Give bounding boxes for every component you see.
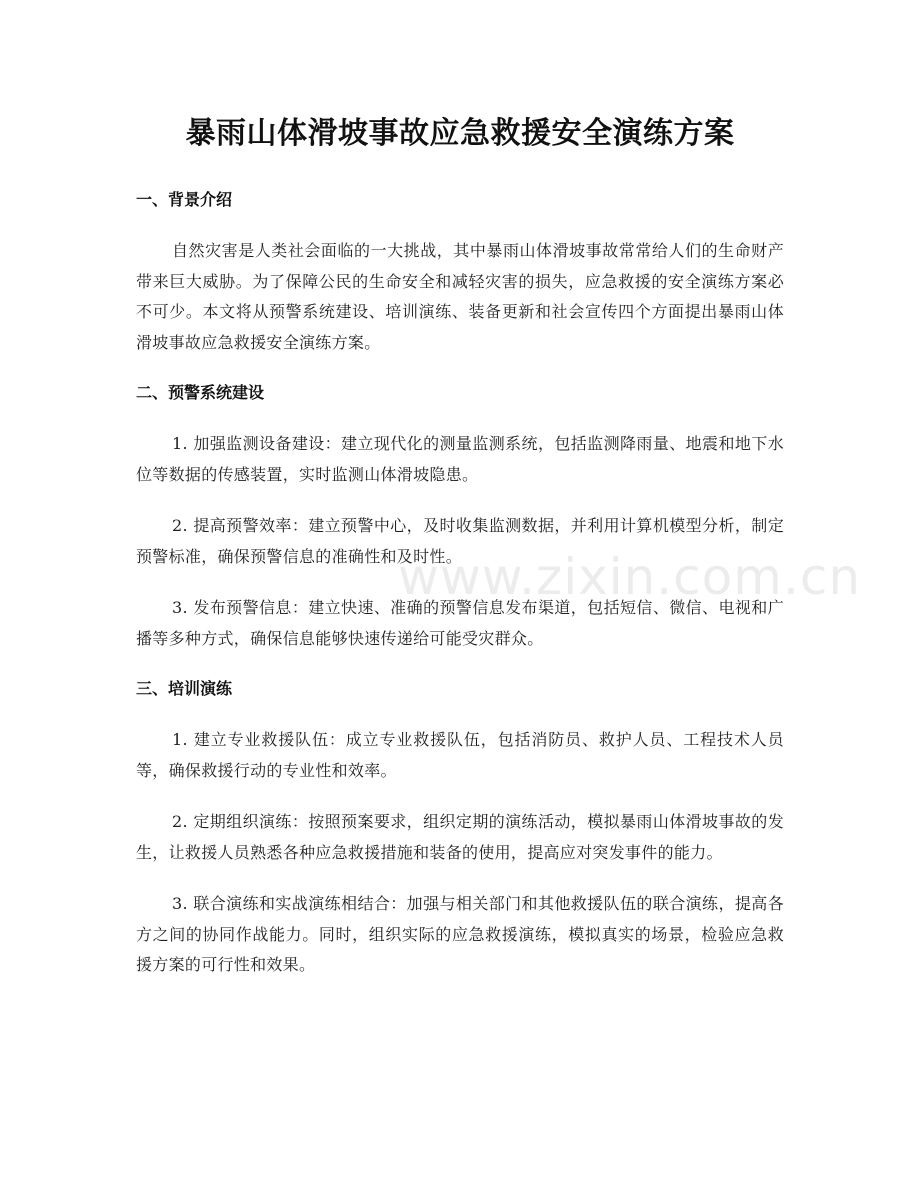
list-item: 3. 发布预警信息：建立快速、准确的预警信息发布渠道，包括短信、微信、电视和广播等多种方式，确保信息能够快速传递给可能受灾群众。 (136, 598, 784, 648)
list-item: 2. 提高预警效率：建立预警中心，及时收集监测数据，并利用计算机模型分析，制定预警标准，确保预警信息的准确性和及时性。 (136, 516, 784, 566)
section-background (136, 186, 784, 358)
list-item: 1. 加强监测设备建设：建立现代化的测量监测系统，包括监测降雨量、地震和地下水位等数据的传感装置，实时监测山体滑坡隐患。 (136, 434, 784, 484)
list-item: 2. 定期组织演练：按照预案要求，组织定期的演练活动，模拟暴雨山体滑坡事故的发生，让救援人员熟悉各种应急救援措施和装备的使用，提高应对突发事件的能力。 (136, 812, 784, 862)
watermark: www.zixin.com.cn (398, 548, 862, 606)
section-heading: 三、培训演练 (136, 679, 233, 698)
section-heading: 二、预警系统建设 (136, 383, 265, 402)
section-heading: 一、背景介绍 (136, 190, 233, 209)
list-item: 1. 建立专业救援队伍：成立专业救援队伍，包括消防员、救护人员、工程技术人员等，确保救援行动的专业性和效率。 (136, 730, 784, 780)
document-title: 暴雨山体滑坡事故应急救援安全演练方案 (185, 116, 735, 151)
list-item: 3. 联合演练和实战演练相结合：加强与相关部门和其他救援队伍的联合演练，提高各方之间的协同作战能力。同时，组织实际的应急救援演练，模拟真实的场景，检验应急救援方案的可行性和效果。 (136, 894, 784, 974)
document-body (136, 186, 784, 1002)
section-warning-system (136, 379, 784, 654)
paragraph: 自然灾害是人类社会面临的一大挑战，其中暴雨山体滑坡事故常常给人们的生命财产带来巨大威胁。为了保障公民的生命安全和减轻灾害的损失，应急救援的安全演练方案必不可少。本文将从预警系统建设、培训演练、装备更新和社会宣传四个方面提出暴雨山体滑坡事故应急救援安全演练方案。 (136, 241, 784, 352)
section-training (136, 675, 784, 981)
